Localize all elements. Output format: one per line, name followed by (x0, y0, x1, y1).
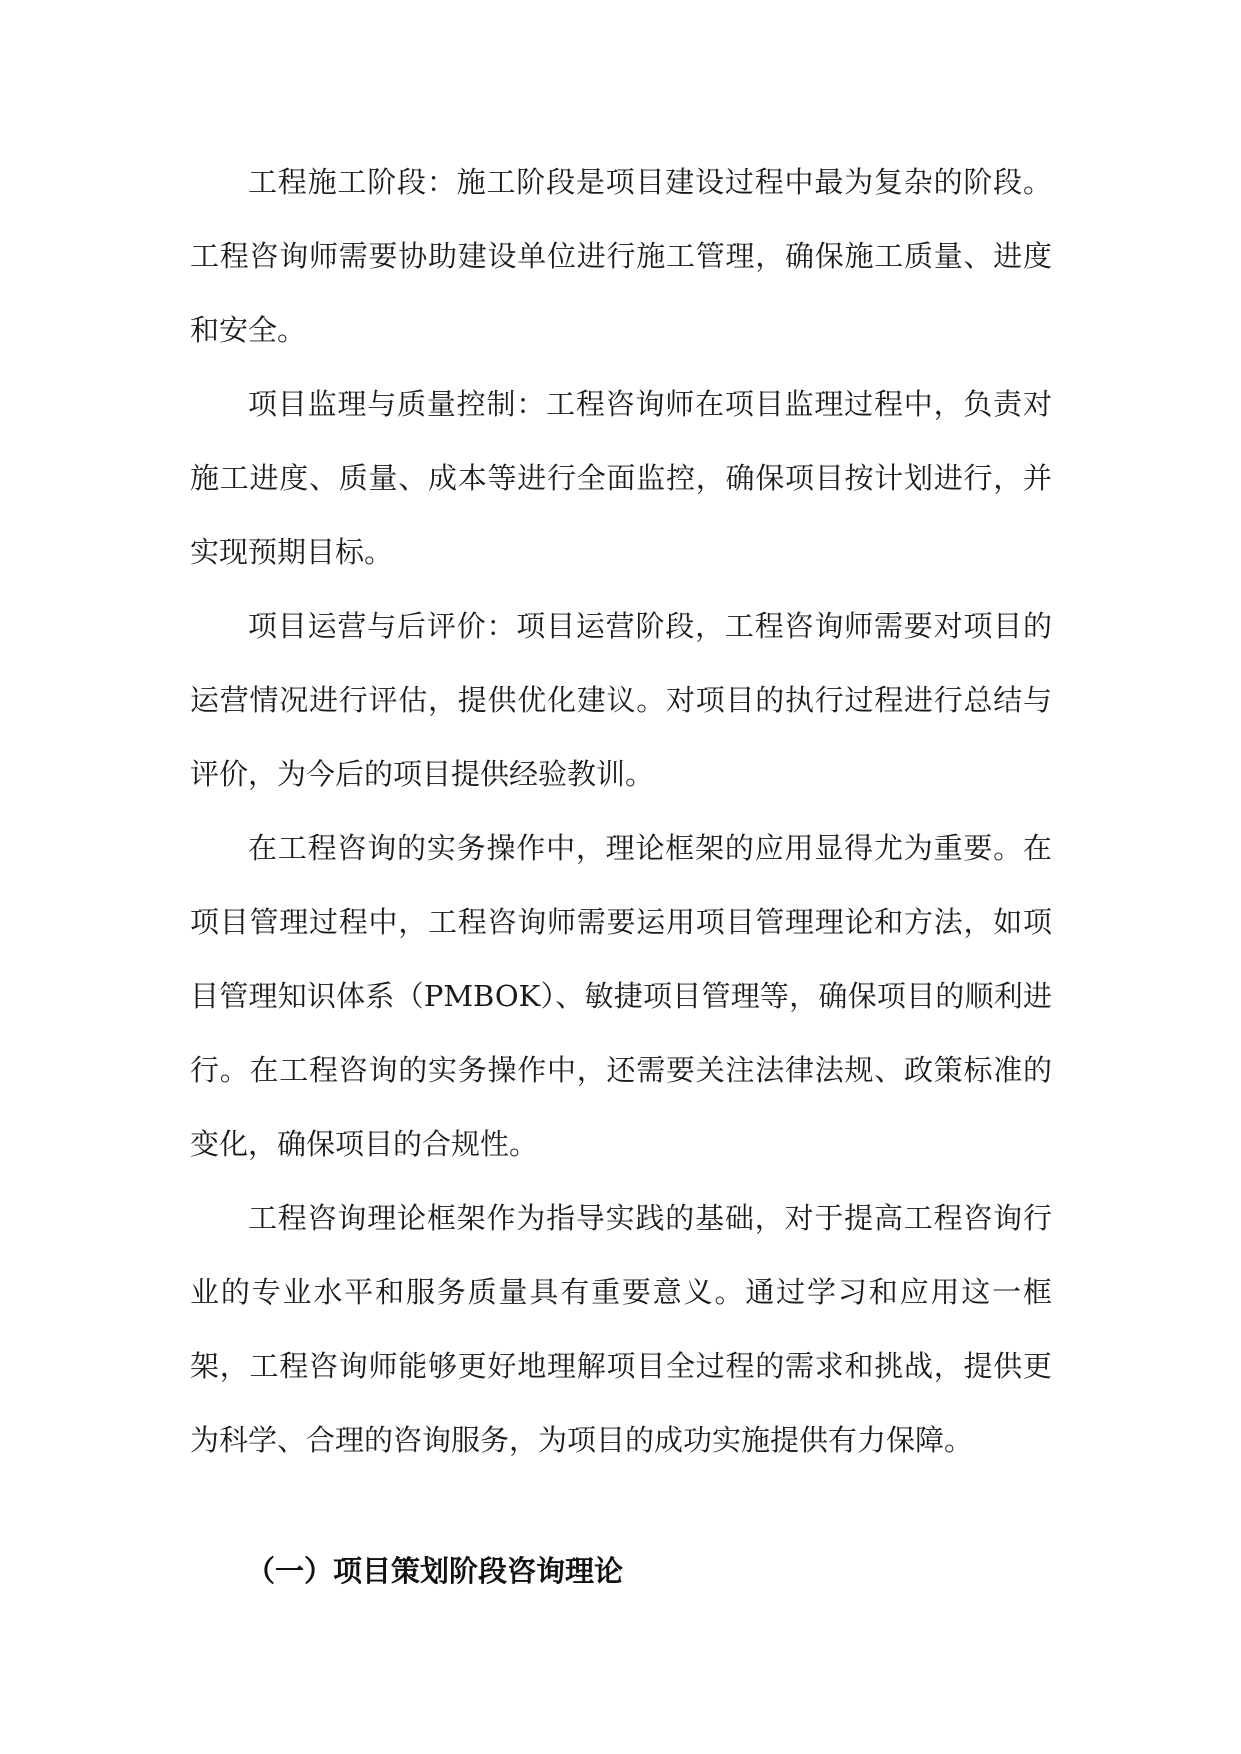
paragraph-construction-stage: 工程施工阶段：施工阶段是项目建设过程中最为复杂的阶段。工程咨询师需要协助建设单位进行施工管理，确保施工质量、进度和安全。 (190, 165, 1052, 347)
paragraph-practice-framework: 在工程咨询的实务操作中，理论框架的应用显得尤为重要。在项目管理过程中，工程咨询师需要运用项目管理理论和方法，如项目管理知识体系（PMBOK）、敏捷项目管理等，确保项目的顺利进行。在工程咨询的实务操作中，还需要关注法律法规、政策标准的变化，确保项目的合规性。 (190, 831, 1052, 1161)
paragraph-operation-evaluation: 项目运营与后评价：项目运营阶段，工程咨询师需要对项目的运营情况进行评估，提供优化建议。对项目的执行过程进行总结与评价，为今后的项目提供经验教训。 (190, 609, 1052, 791)
paragraph-framework-significance: 工程咨询理论框架作为指导实践的基础，对于提高工程咨询行业的专业水平和服务质量具有重要意义。通过学习和应用这一框架，工程咨询师能够更好地理解项目全过程的需求和挑战，提供更为科学、合理的咨询服务，为项目的成功实施提供有力保障。 (190, 1201, 1052, 1457)
paragraph-supervision-quality: 项目监理与质量控制：工程咨询师在项目监理过程中，负责对施工进度、质量、成本等进行全面监控，确保项目按计划进行，并实现预期目标。 (190, 387, 1052, 569)
body-text (190, 145, 1052, 1477)
section-heading: （一）项目策划阶段咨询理论 (246, 1554, 624, 1588)
